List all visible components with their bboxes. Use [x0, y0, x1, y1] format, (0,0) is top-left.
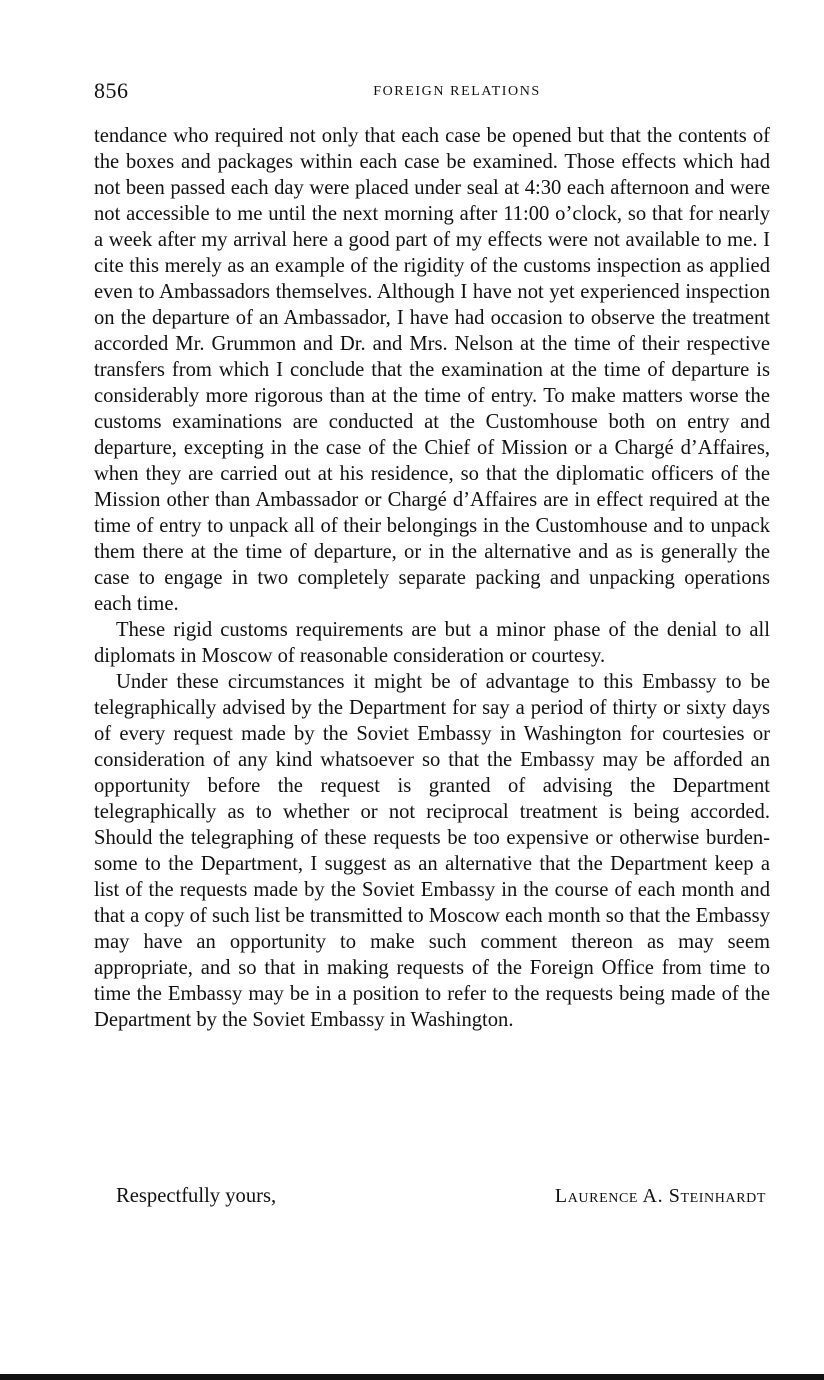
paragraph-continued: tendance who required not only that each case be opened but that the contents of the boxes and packages within each case be examined. Those effects which had not been passed each day were placed under seal at 4:30 each afternoon and were not accessible to me until the next morning after 11:00 o’clock, so that for nearly a week after my arrival here a good part of my effects were not available to me. I cite this merely as an example of the rigidity of the customs inspection as applied even to Ambassadors themselves. Although I have not yet experienced inspection on the departure of an Ambassador, I have had occasion to observe the treatment accorded Mr. Grummon and Dr. and Mrs. Nelson at the time of their respective transfers from which I conclude that the examination at the time of departure is considerably more rigorous than at the time of entry. To make matters worse the customs examinations are conducted at the Customhouse both on entry and departure, excepting in the case of the Chief of Mission or a Chargé d’Affaires, when they are carried out at his residence, so that the diplomatic officers of the Mission other than Ambassador or Chargé d’Affaires are in effect required at the time of entry to unpack all of their belongings in the Customhouse and to unpack them there at the time of departure, or in the alternative and as is generally the case to engage in two completely separate packing and unpacking operations each time.: [94, 125, 770, 615]
bottom-border: [0, 1374, 824, 1380]
body-text: [94, 123, 770, 1033]
paragraph: Under these circumstances it might be of advantage to this Embassy to be telegraphically advised by the Department for say a period of thirty or sixty days of every request made by the Soviet Embassy in Washington for courtesies or consideration of any kind whatsoever so that the Embassy may be afforded an opportunity before the request is granted of advising the Department telegraphically as to whether or not reciprocal treatment is being accorded. Should the telegraphing of these requests be too expensive or otherwise burdensome to the Department, I suggest as an alternative that the Department keep a list of the requests made by the Soviet Embassy in the course of each month and that a copy of such list be transmitted to Moscow each month so that the Embassy may have an opportunity to make such comment thereon as may seem appropriate, and so that in making requests of the Foreign Office from time to time the Embassy may be in a position to refer to the requests being made of the Department by the Soviet Embassy in Washington.: [94, 671, 770, 1031]
signature: Laurence A. Steinhardt: [554, 1185, 766, 1207]
complimentary-close: Respectfully yours,: [116, 1185, 277, 1207]
running-title: FOREIGN RELATIONS: [373, 84, 541, 99]
paragraph: These rigid customs requirements are but a minor phase of the denial to all diplomats in Moscow of reasonable consideration or courtesy.: [94, 619, 770, 667]
running-head: [94, 78, 770, 108]
page-number: 856: [94, 78, 129, 103]
letter-closing: [94, 1185, 770, 1213]
